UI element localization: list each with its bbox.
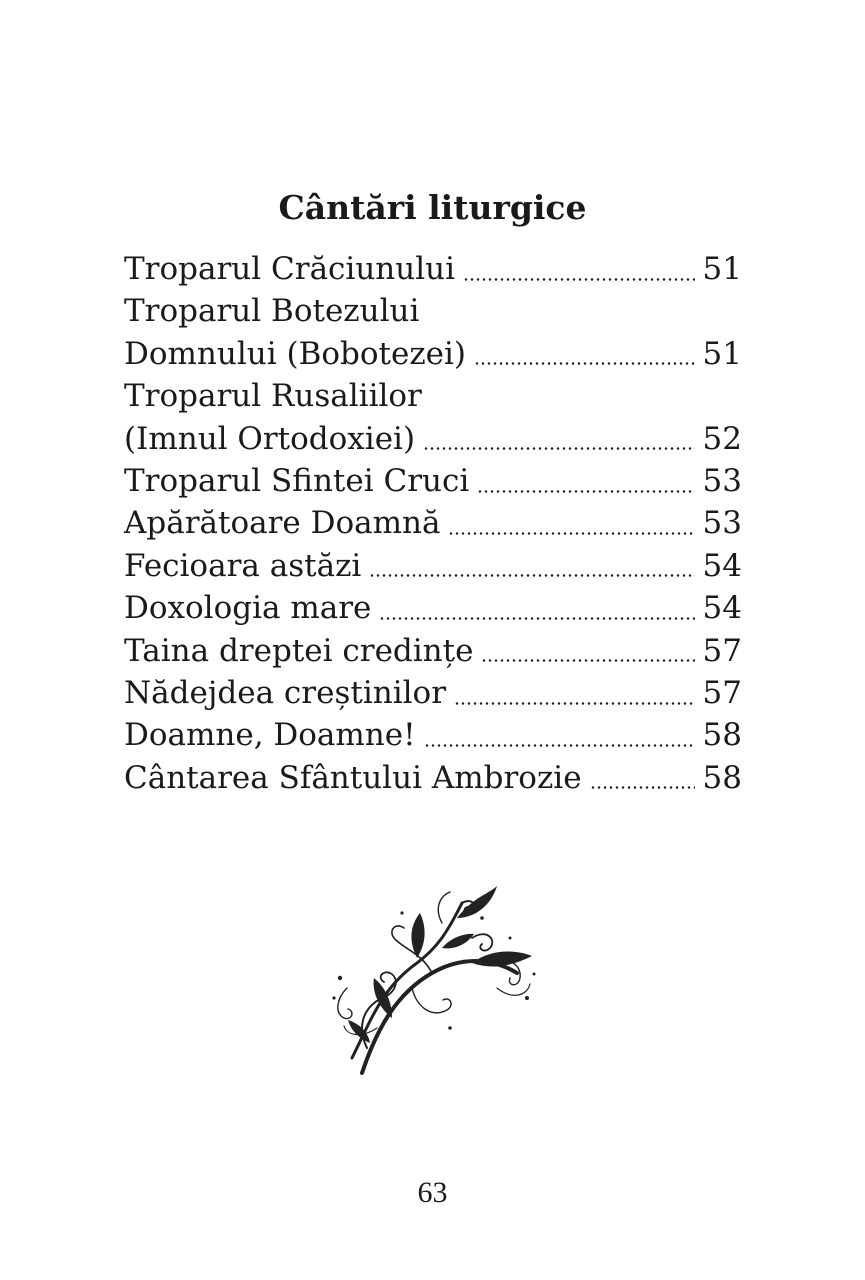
toc-entry-title: Nădejdea creștinilor bbox=[124, 674, 447, 711]
toc-entry bbox=[124, 333, 742, 375]
toc-entry-title: Fecioara astăzi bbox=[124, 547, 362, 584]
toc-entry-page: 54 bbox=[702, 547, 742, 584]
section-heading: Cântări liturgice bbox=[278, 188, 587, 227]
dot-leader bbox=[590, 786, 695, 789]
toc-entry-title: Troparul Rusaliilor bbox=[124, 378, 422, 415]
toc-entry-title: Troparul Botezului bbox=[124, 293, 420, 330]
toc-entry-page: 53 bbox=[702, 505, 742, 542]
toc-entry bbox=[124, 375, 742, 417]
dot-leader bbox=[369, 574, 694, 577]
toc-entry bbox=[124, 418, 742, 460]
toc-entry bbox=[124, 757, 742, 799]
toc-entry bbox=[124, 290, 742, 332]
toc-entry-page: 57 bbox=[702, 632, 742, 669]
dot-leader bbox=[448, 532, 694, 535]
toc-entry-page: 51 bbox=[702, 251, 742, 287]
toc-entry bbox=[124, 630, 742, 672]
dot-leader bbox=[463, 278, 695, 281]
dot-leader bbox=[477, 490, 694, 493]
toc-entry bbox=[124, 714, 742, 756]
dot-leader bbox=[424, 744, 695, 747]
toc-entry-title: Taina dreptei credințe bbox=[124, 632, 474, 669]
toc-entry-title: Troparul Sfintei Cruci bbox=[124, 462, 470, 499]
toc-entry-title: Apărătoare Doamnă bbox=[124, 505, 441, 542]
dot-leader bbox=[474, 362, 695, 365]
dot-leader bbox=[423, 447, 694, 450]
toc-entry-page: 57 bbox=[702, 674, 742, 711]
dot-leader bbox=[454, 702, 695, 705]
toc-entry-title: (Imnul Ortodoxiei) bbox=[124, 420, 416, 457]
toc-entry-page: 53 bbox=[702, 462, 742, 499]
toc-entry-page: 52 bbox=[702, 420, 742, 457]
toc-entry bbox=[124, 502, 742, 544]
toc-entry bbox=[124, 248, 742, 290]
toc-entry bbox=[124, 672, 742, 714]
table-of-contents bbox=[124, 248, 742, 799]
dot-leader bbox=[481, 659, 694, 662]
toc-entry-title: Domnului (Bobotezei) bbox=[124, 335, 467, 372]
toc-entry bbox=[124, 545, 742, 587]
toc-entry-title: Doxologia mare bbox=[124, 590, 372, 627]
toc-entry bbox=[124, 460, 742, 502]
toc-entry-page: 58 bbox=[702, 717, 742, 754]
toc-entry-title: Doamne, Doamne! bbox=[124, 717, 416, 754]
toc-entry-title: Troparul Crăciunului bbox=[124, 251, 456, 287]
toc-entry-title: Cântarea Sfântului Ambrozie bbox=[124, 759, 582, 796]
floral-swirl-icon bbox=[322, 878, 540, 1078]
page-number: 63 bbox=[417, 1176, 448, 1209]
dot-leader bbox=[379, 617, 694, 620]
toc-entry-page: 54 bbox=[702, 590, 742, 627]
toc-entry bbox=[124, 587, 742, 629]
toc-entry-page: 58 bbox=[702, 759, 742, 796]
toc-entry-page: 51 bbox=[702, 335, 742, 372]
